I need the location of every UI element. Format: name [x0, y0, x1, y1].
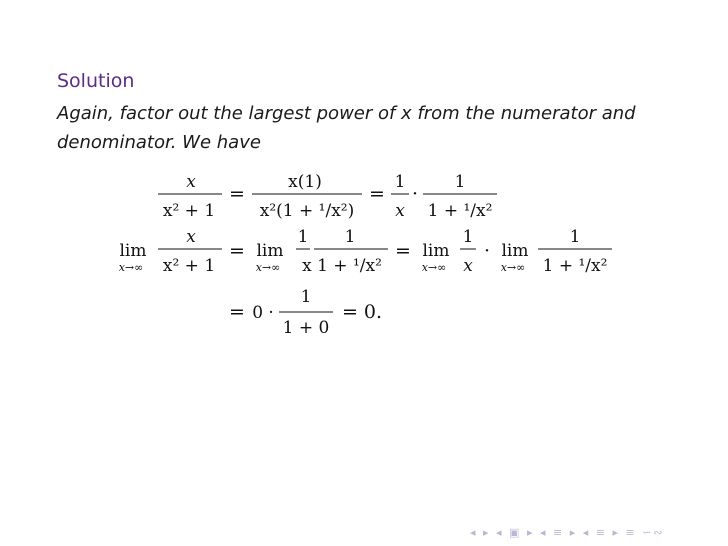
row1-frac1-num: x: [186, 172, 196, 192]
row2-frac2b-num: 1: [344, 227, 356, 247]
row2-eq2: =: [395, 240, 411, 262]
row2-lim1-sub: x→∞: [118, 261, 144, 274]
row1-eq1: =: [229, 183, 245, 205]
row3-result: = 0.: [341, 301, 383, 323]
row1-frac3-den: x: [395, 201, 405, 221]
row2-lim3-sub: x→∞: [421, 261, 447, 274]
row2-lim4: lim: [501, 241, 529, 261]
row2-frac4-den: 1 + ¹/x²: [542, 256, 608, 276]
row3-frac-den: 1 + 0: [282, 318, 330, 338]
row3-zero-dot: 0 ·: [252, 303, 274, 323]
row3-eq1: =: [229, 301, 245, 323]
row1-frac2-num: x(1): [288, 172, 322, 192]
row2-frac4-num: 1: [569, 227, 581, 247]
row1-frac4-num: 1: [454, 172, 466, 192]
solution-heading: Solution: [57, 70, 135, 92]
row1-frac2-den: x²(1 + ¹/x²): [259, 201, 355, 221]
row1-frac1-den: x² + 1: [162, 201, 216, 221]
row2-frac3-num: 1: [462, 227, 474, 247]
beamer-navigation[interactable]: ◂ ▸ ◂ ▣ ▸ ◂ ≡ ▸ ◂ ≡ ▸ ≡ ∽∾: [470, 526, 665, 539]
row2-lim2: lim: [256, 241, 284, 261]
row3-frac-num: 1: [300, 287, 312, 307]
row2-frac2-den: x 1 + ¹/x²: [302, 256, 382, 276]
row2-lim3: lim: [422, 241, 450, 261]
row1-frac3-num: 1: [394, 172, 406, 192]
row1-frac4-den: 1 + ¹/x²: [427, 201, 493, 221]
row2-frac3-den: x: [463, 256, 473, 276]
row1-dot: ·: [411, 183, 419, 205]
row2-frac1-num: x: [186, 227, 196, 247]
row1-eq2: =: [369, 183, 385, 205]
row2-lim2-sub: x→∞: [255, 261, 281, 274]
row2-dot: ·: [483, 240, 491, 262]
row2-frac1-den: x² + 1: [162, 256, 216, 276]
row2-lim1: lim: [119, 241, 147, 261]
intro-line-1: Again, factor out the largest power of x from the numerator and: [57, 103, 636, 124]
row2-eq1: =: [229, 240, 245, 262]
row2-frac2a-num: 1: [297, 227, 309, 247]
intro-line-2: denominator. We have: [57, 132, 261, 153]
row2-lim4-sub: x→∞: [500, 261, 526, 274]
